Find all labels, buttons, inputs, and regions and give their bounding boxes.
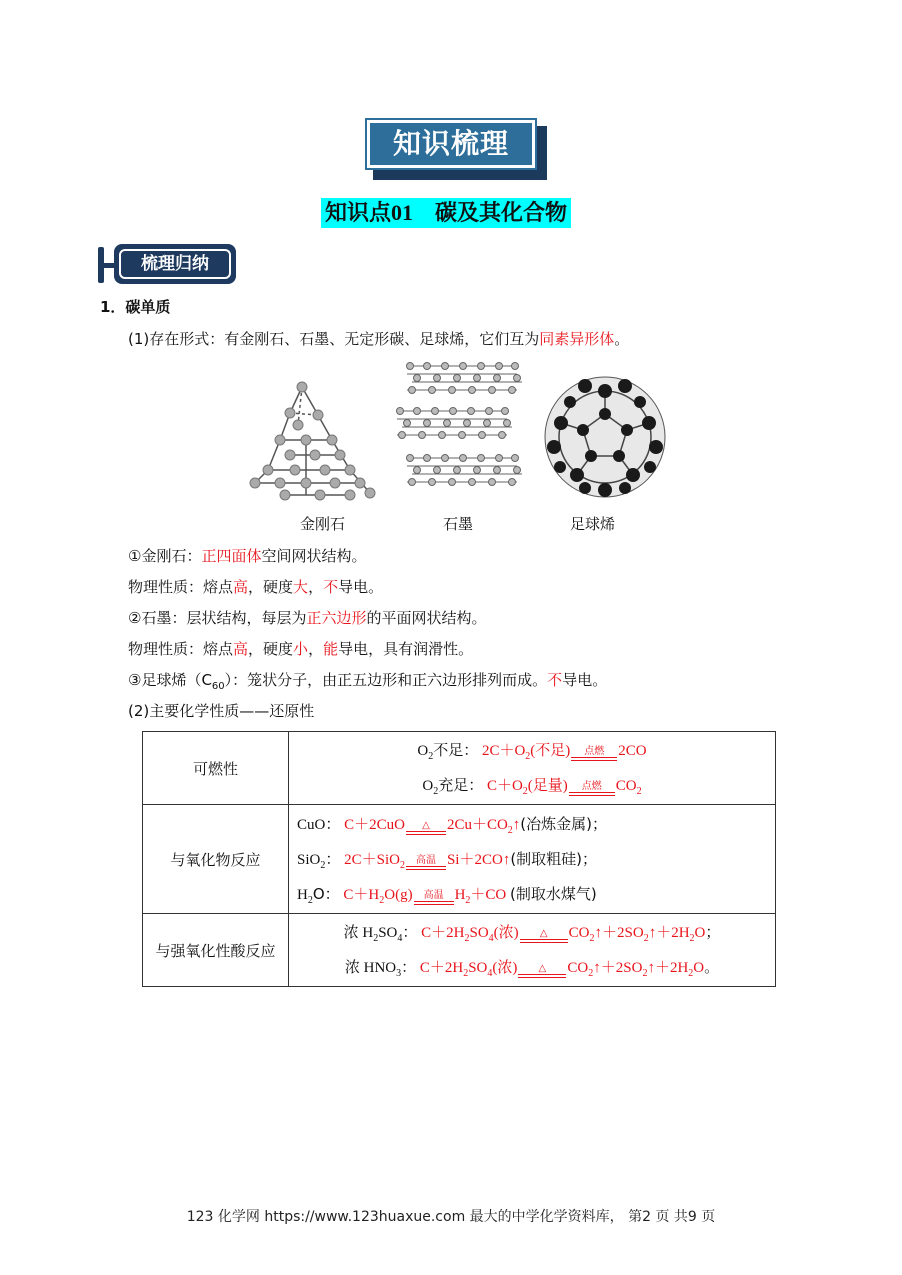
table-row — [143, 914, 776, 987]
row-equations — [289, 914, 776, 987]
table-row — [143, 805, 776, 914]
graphite-structure-image — [395, 358, 523, 498]
equation: 浓 $H_2SO_4$： $C+2H_2SO_4$(浓) △ $CO_2↑+2SO_2↑+2H_2O$； — [343, 923, 721, 944]
section-banner — [367, 120, 541, 174]
diamond-structure-image — [240, 355, 380, 510]
equation: CuO： C＋2CuO △ $2Cu+CO_2↑$(冶炼金属)； — [297, 814, 607, 836]
row-category: 与强氧化性酸反应 — [143, 914, 289, 987]
diamond-properties-line: 物理性质：熔点高，硬度大，不导电。 — [128, 578, 384, 596]
row-equations — [289, 805, 776, 914]
graphite-properties-line: 物理性质：熔点高，硬度小，能导电，具有润滑性。 — [128, 640, 474, 658]
equation: $O_2$充足： $C+O_2$(足量) 点燃 $CO_2$ — [422, 776, 642, 797]
caption-graphite: 石墨 — [443, 515, 474, 533]
equation: $H_2O$： $C+H_2O(g)$ 高温 $H_2+CO$ (制取水煤气) — [297, 884, 597, 906]
row-equations — [289, 732, 776, 805]
table-row — [143, 732, 776, 805]
paragraph-existence-forms: (1)存在形式：有金刚石、石墨、无定形碳、足球烯，它们互为同素异形体。 — [128, 330, 630, 348]
page-footer: 123 化学网 https://www.123huaxue.com 最大的中学化学资料库， 第2 页 共9 页 — [186, 1209, 716, 1225]
banner-title: 知识梳理 — [367, 120, 535, 168]
equation: 浓 $HNO_3$： $C+2H_2SO_4$(浓) △ $CO_2↑+2SO_2↑+2H_2O$。 — [344, 958, 720, 979]
heading-carbon-elements: 1．碳单质 — [100, 298, 171, 316]
caption-diamond: 金刚石 — [300, 515, 346, 533]
knowledge-point-title: 知识点01 碳及其化合物 — [321, 198, 571, 228]
fullerene-structure-image — [540, 372, 670, 502]
row-category: 与氧化物反应 — [143, 805, 289, 914]
diamond-structure-line: ①金刚石：正四面体空间网状结构。 — [128, 547, 367, 565]
equation: $O_2$不足： $2C+O_2$(不足) 点燃 2CO — [417, 741, 647, 762]
row-category: 可燃性 — [143, 732, 289, 805]
graphite-structure-line: ②石墨：层状结构，每层为正六边形的平面网状结构。 — [128, 609, 487, 627]
fullerene-line: ③足球烯$(C_{60})$：笼状分子，由正五边形和正六边形排列而成。不导电。 — [128, 671, 608, 692]
chemical-properties-heading: (2)主要化学性质——还原性 — [128, 702, 315, 720]
section-tag-label: 梳理归纳 — [119, 249, 231, 279]
caption-fullerene: 足球烯 — [570, 515, 616, 533]
section-tag — [98, 244, 238, 286]
equation: SiO$_2$： 2C＋SiO$_2$ 高温 Si＋2CO↑(制取粗硅)； — [297, 849, 598, 871]
reactions-table — [142, 731, 776, 987]
